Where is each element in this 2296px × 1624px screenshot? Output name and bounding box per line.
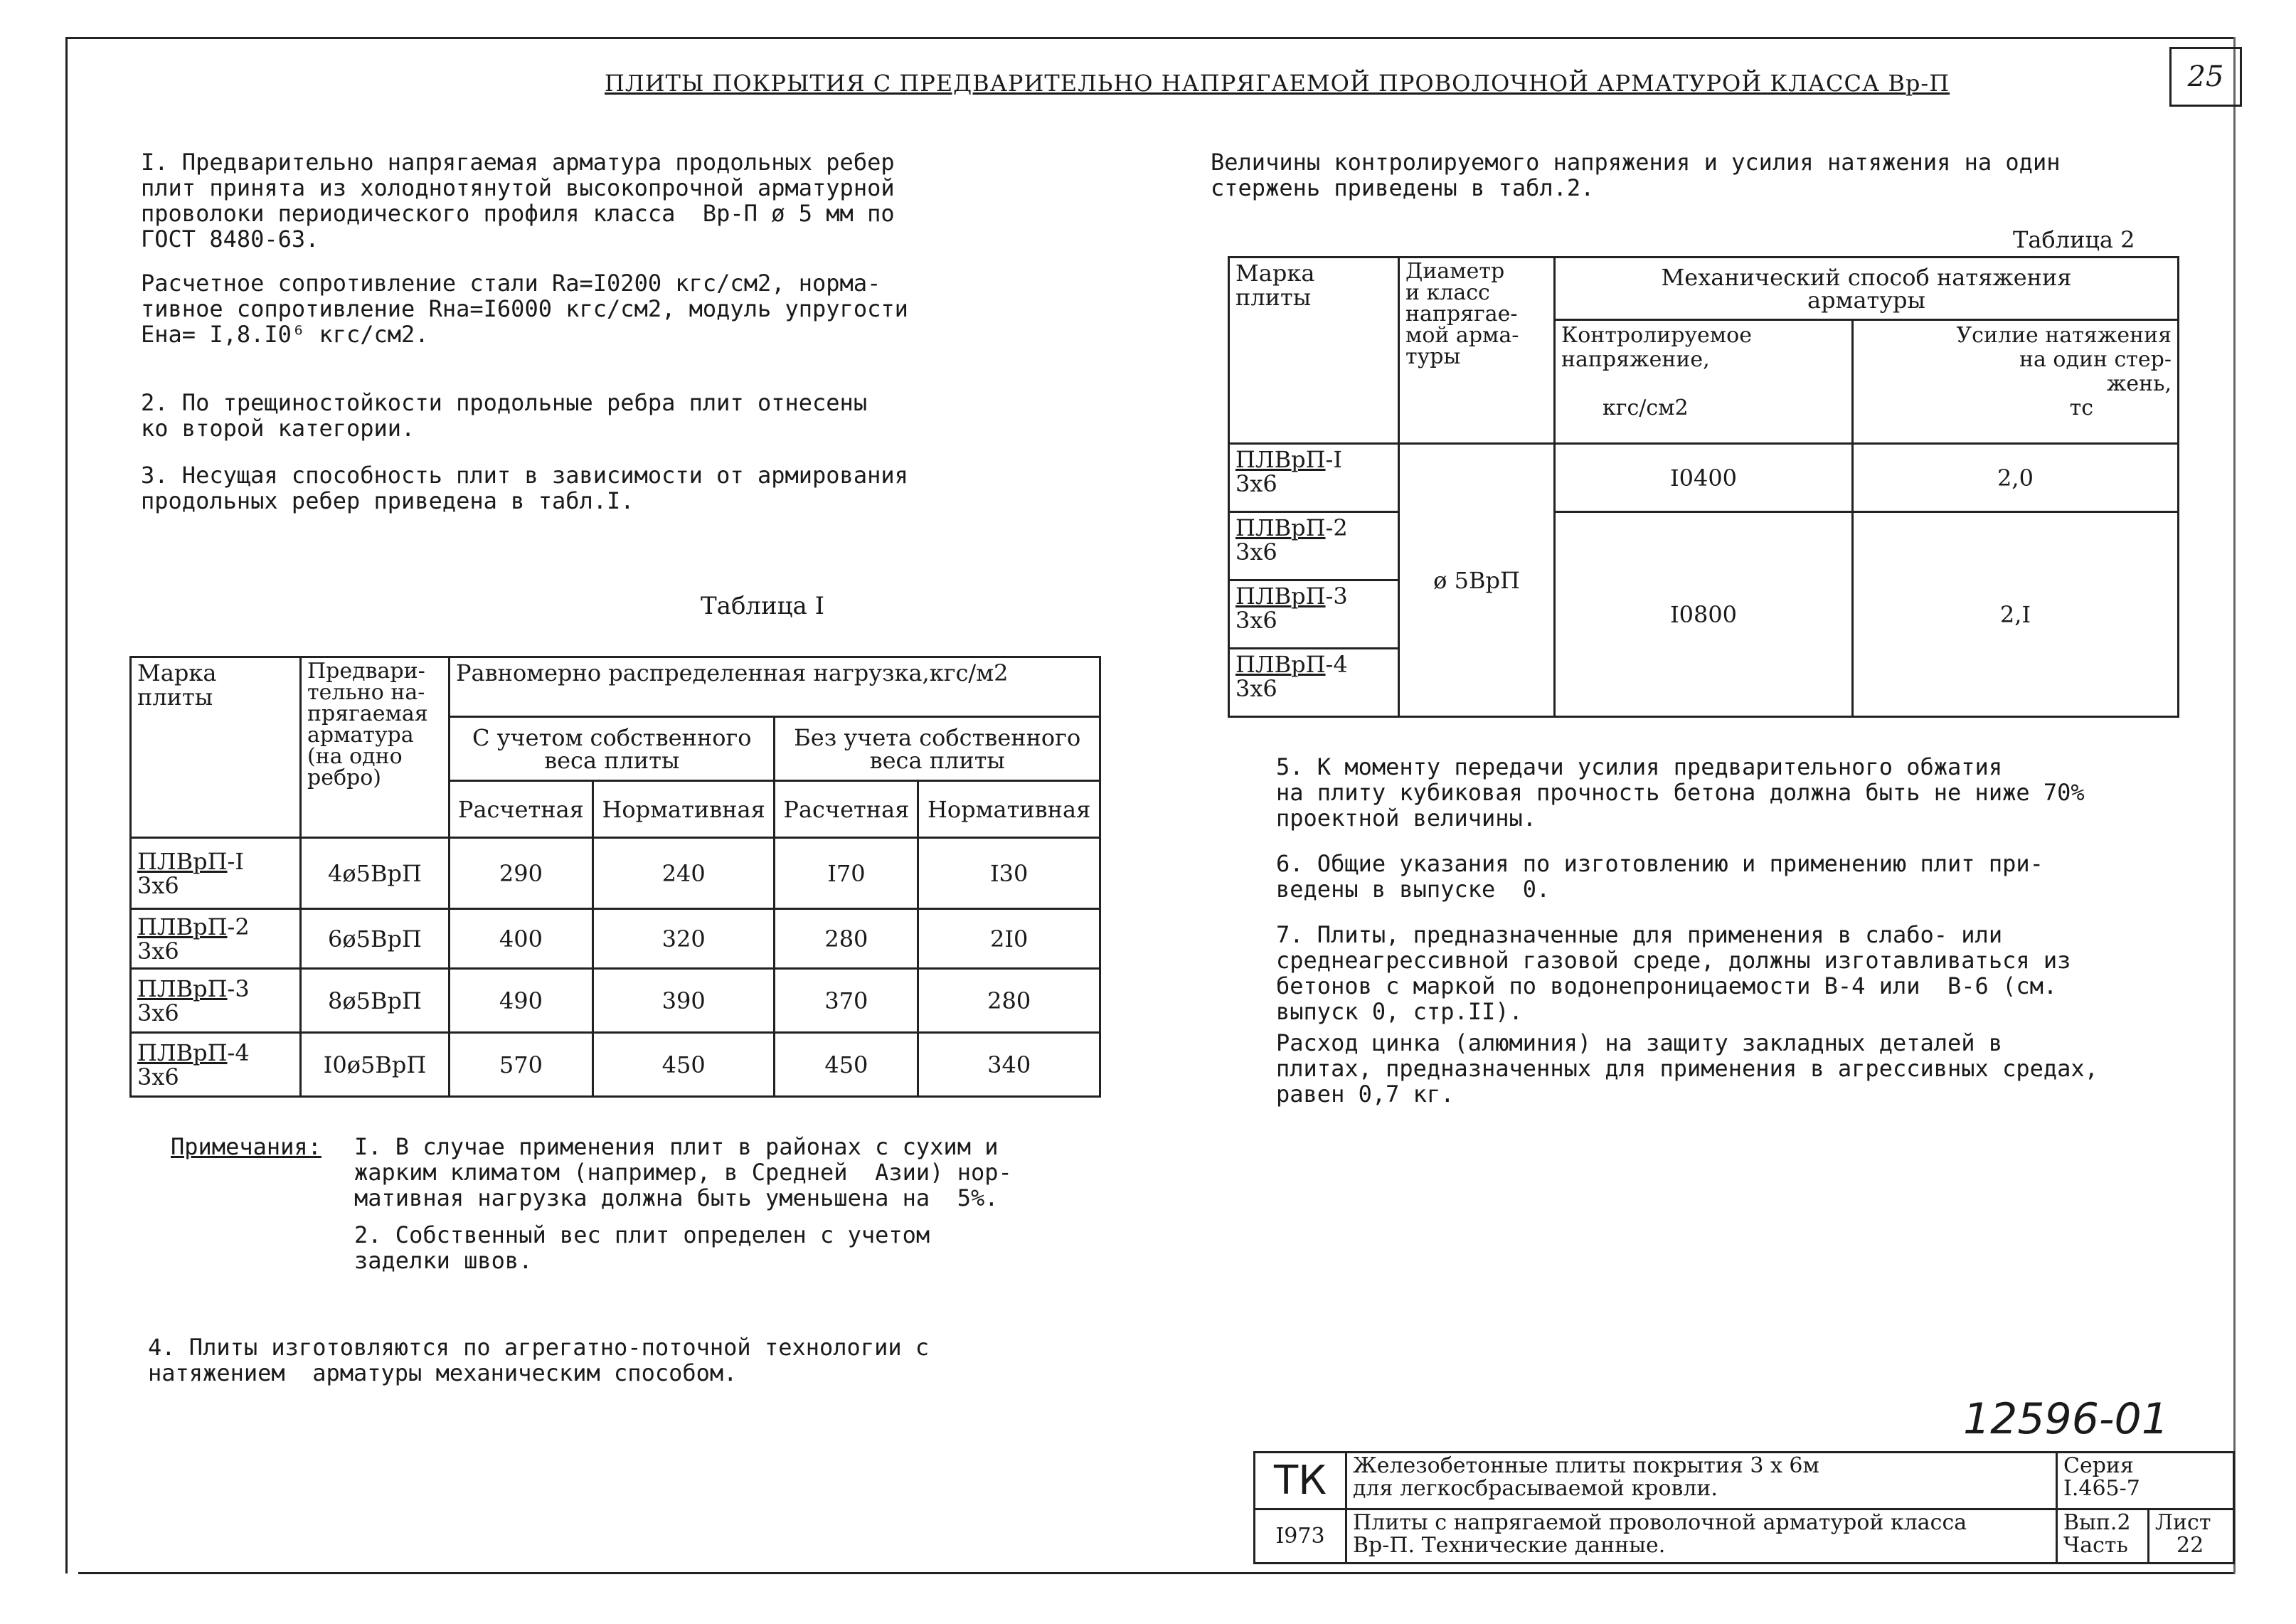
title-block-series <box>2057 1453 2234 1509</box>
t1-arm: 8ø5ВрП <box>301 969 450 1033</box>
t2-mark-cell <box>1229 444 1399 512</box>
page-title: ПЛИТЫ ПОКРЫТИЯ С ПРЕДВАРИТЕЛЬНО НАПРЯГАЕМОЙ ПРОВОЛОЧНОЙ АРМАТУРОЙ КЛАССА Вр-П <box>605 70 1950 97</box>
table1-caption: Таблица I <box>701 592 825 620</box>
table-2 <box>1228 256 2179 718</box>
t2-mark-size: 3x6 <box>1235 470 1277 497</box>
t1-val: 390 <box>592 969 775 1033</box>
t1-val: 280 <box>918 969 1100 1033</box>
t2-force-value: 2,I <box>1853 512 2179 717</box>
t2-ctrl-value: I0400 <box>1555 444 1853 512</box>
frame-right-border <box>2233 37 2236 1573</box>
t2-header-force <box>1853 320 2179 444</box>
title-block <box>1253 1451 2235 1564</box>
t2-header-controlled <box>1555 320 1853 444</box>
t1-val: 570 <box>450 1033 593 1097</box>
t1-header-calc-2: Расчетная <box>775 781 918 838</box>
t1-mark: ПЛВрП <box>137 975 228 1002</box>
t2-mark-size: 3x6 <box>1235 675 1277 702</box>
t1-mark-cell <box>131 969 301 1033</box>
title-block-sheet <box>2149 1509 2234 1564</box>
title-block-year: I973 <box>1255 1509 1346 1564</box>
table-1 <box>129 656 1101 1098</box>
t1-val: 400 <box>450 909 593 969</box>
t1-val: 290 <box>450 838 593 909</box>
paragraph-3: 2. По трещиностойкости продольные ребра плит отнесены ко второй категории. <box>141 389 868 442</box>
t1-arm: 4ø5ВрП <box>301 838 450 909</box>
title-block-series-value: I.465-7 <box>2063 1476 2140 1501</box>
paragraph-5: 4. Плиты изготовляются по агрегатно-поточной технологии с натяжением арматуры механическим способом. <box>148 1334 930 1386</box>
t2-mark-cell <box>1229 649 1399 717</box>
t1-val: 450 <box>592 1033 775 1097</box>
frame-bottom-border <box>78 1572 2235 1574</box>
t2-mark: ПЛВрП <box>1235 514 1326 541</box>
t1-arm: I0ø5ВрП <box>301 1033 450 1097</box>
title-block-issue: Вып.2 Часть <box>2057 1509 2149 1564</box>
t2-header-controlled-label: Контролируемое напряжение, <box>1561 323 1752 372</box>
t1-val: 240 <box>592 838 775 909</box>
title-block-description-2: Плиты с напрягаемой проволочной арматурой класса Вр-П. Технические данные. <box>1346 1509 2057 1564</box>
t1-mark-cell <box>131 909 301 969</box>
t1-mark-size: 3x6 <box>137 1063 179 1090</box>
notes-label: Примечания: <box>171 1133 321 1160</box>
t1-val: 2I0 <box>918 909 1100 969</box>
paragraph-2: Расчетное сопротивление стали Rа=I0200 кгс/см2, норма- тивное сопротивление Rнa=I6000 кгс/см2, модуль упругости Eнa= I,8.I0⁶ кгс/см2. <box>141 270 908 348</box>
t1-val: 370 <box>775 969 918 1033</box>
t2-diameter-value: ø 5ВрП <box>1399 444 1555 717</box>
t2-header-mark: Марка плиты <box>1229 258 1399 444</box>
paragraph-6: 5. К моменту передачи усилия предварительного обжатия на плиту кубиковая прочность бетона должна быть не ниже 70% проектной величины. <box>1276 753 2085 832</box>
table-row <box>131 969 1100 1033</box>
note-1: I. В случае применения плит в районах с сухим и жарким климатом (например, в Средней Азии) нор- мативная нагрузка должна быть уменьшена на 5%. <box>354 1133 1012 1211</box>
table-row <box>131 838 1100 909</box>
t1-mark-size: 3x6 <box>137 937 179 965</box>
t2-header-mechanical: Механический способ натяжения арматуры <box>1555 258 2179 320</box>
t2-mark: ПЛВрП <box>1235 651 1326 678</box>
t2-header-force-label: Усилие натяжения на один стер- жень, <box>1956 323 2172 396</box>
t1-mark-num: -I <box>227 847 244 875</box>
t1-val: 280 <box>775 909 918 969</box>
t1-mark-num: -4 <box>227 1039 250 1066</box>
t1-header-with-weight: С учетом собственного веса плиты <box>450 717 775 781</box>
paragraph-1: I. Предварительно напрягаемая арматура продольных ребер плит принята из холоднотянутой высокопрочной арматурной проволоки периодического профиля класса Вр-П ø 5 мм по ГОСТ 8480-63. <box>141 149 895 253</box>
t1-header-calc-1: Расчетная <box>450 781 593 838</box>
handwritten-stamp-number: 12596-01 <box>1963 1394 2169 1444</box>
t1-mark: ПЛВрП <box>137 1039 228 1066</box>
title-block-sheet-label: Лист <box>2155 1510 2211 1535</box>
t1-mark-size: 3x6 <box>137 871 179 899</box>
table-row <box>131 909 1100 969</box>
title-block-description-1: Железобетонные плиты покрытия 3 x 6м для легкосбрасываемой кровли. <box>1346 1453 2057 1509</box>
t1-header-norm-1: Нормативная <box>592 781 775 838</box>
t1-mark-cell <box>131 1033 301 1097</box>
table-row <box>1229 444 2179 512</box>
t2-mark: ПЛВрП <box>1235 583 1326 610</box>
t1-val: I70 <box>775 838 918 909</box>
t1-val: 450 <box>775 1033 918 1097</box>
paragraph-7: 6. Общие указания по изготовлению и применению плит при- ведены в выпуске 0. <box>1276 850 2043 903</box>
intro-paragraph: Величины контролируемого напряжения и усилия натяжения на один стержень приведены в табл.2. <box>1211 149 2061 201</box>
t1-mark-num: -3 <box>227 975 250 1002</box>
t1-val: 340 <box>918 1033 1100 1097</box>
paragraph-9: Расход цинка (алюминия) на защиту закладных деталей в плитах, предназначенных для применения в агрессивных средах, равен 0,7 кг. <box>1276 1029 2098 1108</box>
table2-caption: Таблица 2 <box>2013 226 2135 253</box>
t1-val: 490 <box>450 969 593 1033</box>
t2-mark-num: -3 <box>1325 583 1348 610</box>
t1-val: I30 <box>918 838 1100 909</box>
page-number: 25 <box>2169 47 2242 107</box>
t2-header-diameter: Диаметр и класс напрягае- мой арма- туры <box>1399 258 1555 444</box>
t2-mark-size: 3x6 <box>1235 607 1277 634</box>
t2-mark-num: -I <box>1325 446 1342 473</box>
frame-top-border <box>65 37 2235 39</box>
t1-val: 320 <box>592 909 775 969</box>
t2-mark-cell <box>1229 580 1399 649</box>
t1-arm: 6ø5ВрП <box>301 909 450 969</box>
t2-header-controlled-unit: кгс/см2 <box>1603 396 1689 420</box>
table-row <box>1229 512 2179 580</box>
t1-mark: ПЛВрП <box>137 847 228 875</box>
frame-left-border <box>65 37 68 1573</box>
t1-mark: ПЛВрП <box>137 913 228 940</box>
note-2: 2. Собственный вес плит определен с учетом заделки швов. <box>354 1221 930 1274</box>
t2-mark-num: -4 <box>1325 651 1348 678</box>
table-row <box>131 1033 1100 1097</box>
t1-header-load: Равномерно распределенная нагрузка,кгс/м2 <box>450 657 1100 717</box>
t2-mark: ПЛВрП <box>1235 446 1326 473</box>
t1-mark-cell <box>131 838 301 909</box>
t1-mark-num: -2 <box>227 913 250 940</box>
t1-header-mark: Марка плиты <box>131 657 301 838</box>
t2-ctrl-value: I0800 <box>1555 512 1853 717</box>
t2-mark-num: -2 <box>1325 514 1348 541</box>
t1-mark-size: 3x6 <box>137 999 179 1026</box>
title-block-sheet-value: 22 <box>2177 1533 2204 1558</box>
t2-mark-size: 3x6 <box>1235 538 1277 566</box>
t1-header-norm-2: Нормативная <box>918 781 1100 838</box>
paragraph-4: 3. Несущая способность плит в зависимости от армирования продольных ребер приведена в табл.I. <box>141 462 908 514</box>
t2-force-value: 2,0 <box>1853 444 2179 512</box>
t1-header-without-weight: Без учета собственного веса плиты <box>775 717 1100 781</box>
t2-header-force-unit: тс <box>2069 396 2093 420</box>
t2-mark-cell <box>1229 512 1399 580</box>
t1-header-prestressed: Предвари- тельно на- прягаемая арматура (на одно ребро) <box>301 657 450 838</box>
title-block-series-label: Серия <box>2063 1453 2134 1478</box>
paragraph-8: 7. Плиты, предназначенные для применения в слабо- или среднеагрессивной газовой среде, должны изготавливаться из бетонов с маркой по водонепроницаемости В-4 или В-6 (см. выпуск 0, стр.II). <box>1276 921 2071 1025</box>
title-block-org: ТК <box>1255 1453 1346 1509</box>
